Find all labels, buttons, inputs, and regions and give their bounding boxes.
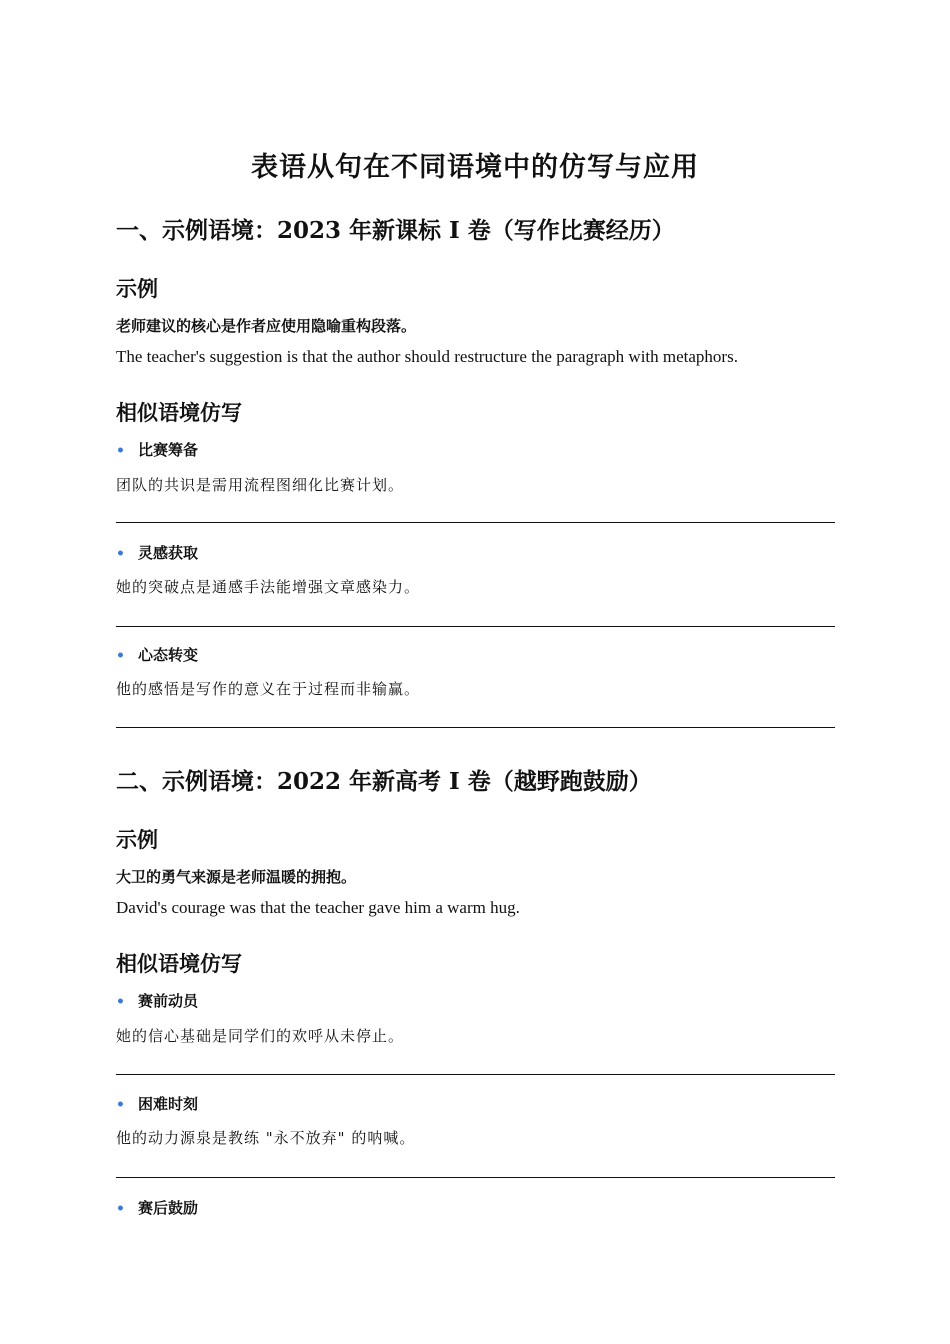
item-title: 比赛筹备 xyxy=(138,441,199,459)
item-title: 灵感获取 xyxy=(138,544,199,562)
section-2-item-1-text: 她的信心基础是同学们的欢呼从未停止。 xyxy=(116,1027,405,1045)
section-1-item-3-text: 他的感悟是写作的意义在于过程而非输赢。 xyxy=(116,680,421,698)
bullet-icon: • xyxy=(116,443,125,459)
section-1-item-2-text: 她的突破点是通感手法能增强文章感染力。 xyxy=(116,578,421,596)
section-2-example-cn: 大卫的勇气来源是老师温暖的拥抱。 xyxy=(116,868,357,886)
section-1-example-cn: 老师建议的核心是作者应使用隐喻重构段落。 xyxy=(116,317,417,335)
item-title: 心态转变 xyxy=(138,646,199,664)
answer-line xyxy=(116,522,835,523)
section-1-example-en: The teacher's suggestion is that the author should restructure the paragraph with metaphors. xyxy=(116,347,738,366)
section-2-practice-label: 相似语境仿写 xyxy=(116,951,242,976)
item-title: 赛后鼓励 xyxy=(138,1199,199,1217)
answer-line xyxy=(116,727,835,728)
section-1-practice-label: 相似语境仿写 xyxy=(116,400,242,425)
section-1-item-1-title xyxy=(116,439,198,460)
section-1-item-2-title xyxy=(116,542,198,563)
answer-line xyxy=(116,1074,835,1075)
section-2-item-2-title xyxy=(116,1093,198,1114)
item-title: 赛前动员 xyxy=(138,992,199,1010)
section-1-example-label: 示例 xyxy=(116,276,158,301)
answer-line xyxy=(116,626,835,627)
section-2-item-3-title xyxy=(116,1197,198,1218)
section-1-item-3-title xyxy=(116,644,198,665)
bullet-icon: • xyxy=(116,994,125,1010)
document-title: 表语从句在不同语境中的仿写与应用 xyxy=(251,152,699,183)
answer-line xyxy=(116,1177,835,1178)
section-1-item-1-text: 团队的共识是需用流程图细化比赛计划。 xyxy=(116,476,405,494)
section-2-item-1-title xyxy=(116,990,198,1011)
bullet-icon: • xyxy=(116,1097,125,1113)
section-2-item-2-text: 他的动力源泉是教练 "永不放弃" 的呐喊。 xyxy=(116,1129,416,1147)
bullet-icon: • xyxy=(116,648,125,664)
item-title: 困难时刻 xyxy=(138,1095,199,1113)
bullet-icon: • xyxy=(116,546,125,562)
section-1-heading: 一、示例语境：2023 年新课标 Ⅰ 卷（写作比赛经历） xyxy=(116,217,675,244)
section-2-heading: 二、示例语境：2022 年新高考 Ⅰ 卷（越野跑鼓励） xyxy=(116,768,652,795)
section-2-example-label: 示例 xyxy=(116,827,158,852)
section-2-example-en: David's courage was that the teacher gave him a warm hug. xyxy=(116,898,520,917)
bullet-icon: • xyxy=(116,1201,125,1217)
